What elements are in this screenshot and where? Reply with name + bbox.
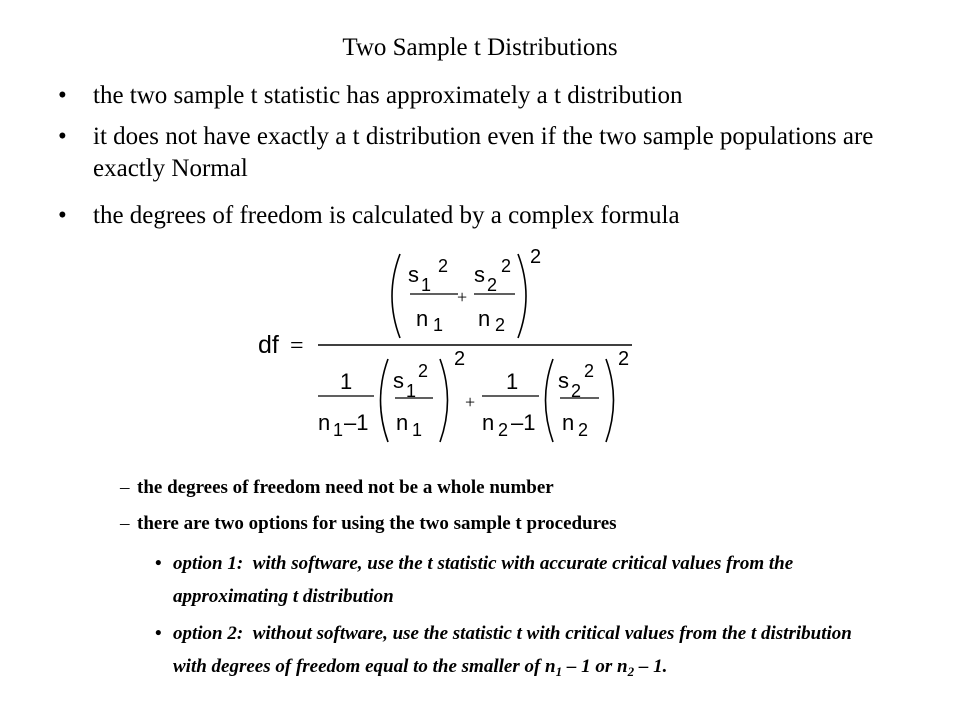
s1-index: 1 [421,275,432,295]
n2-symbol: n [482,410,495,435]
minus-one: –1 [344,410,369,435]
subscript: 1 [555,664,563,679]
bullet-text: the two sample t statistic has approximately a t distribution [93,82,683,109]
s2-symbol: s [558,368,569,393]
n2-index: 2 [498,420,509,440]
n2-symbol: n [478,306,491,331]
bullet-marker: • [58,202,67,229]
numerator-exponent: 2 [530,246,542,268]
bullet-text: it does not have exactly a t distribution even if the two sample populations are exactly Normal [93,123,874,182]
bullet-text: the degrees of freedom is calculated by a complex formula [93,202,680,229]
bullet-marker: • [58,82,67,109]
s2-symbol: s [474,262,485,287]
option-item [155,547,890,613]
plus-sign: + [457,287,468,307]
sub-item-text: there are two options for using the two sample t procedures [137,513,617,534]
n2-index: 2 [578,420,589,440]
s2-index: 2 [571,381,582,401]
bullet-marker: • [155,553,162,574]
dash-marker: – [120,513,130,534]
sub-item [120,476,900,500]
option-text [173,547,890,613]
s1-index: 1 [406,381,417,401]
sub-item-text: the degrees of freedom need not be a whole number [137,477,554,498]
s2-exponent: 2 [584,361,595,381]
option-body: – 1 or n [562,656,628,677]
option-body: – 1. [634,656,668,677]
n1-index: 1 [333,420,344,440]
formula-df-label: df [258,331,279,359]
formula-equals: = [290,333,304,359]
n1-index: 1 [433,315,444,335]
s1-exponent: 2 [418,361,429,381]
plus-sign: + [465,392,476,412]
option-lead: option 2: [173,623,244,644]
left-paren [546,359,554,442]
n1-symbol: n [396,410,409,435]
right-paren [606,359,614,442]
one-numeral: 1 [506,369,519,394]
term2-exponent: 2 [618,348,630,370]
s1-symbol: s [393,368,404,393]
bullet-marker: • [58,123,67,150]
n2-index: 2 [495,315,506,335]
n2-symbol: n [562,410,575,435]
option-body: without software, use the statistic t with critical values from the t distribution with degrees of freedom equal to the smaller of n [173,623,852,677]
one-numeral: 1 [340,369,353,394]
n1-index: 1 [412,420,423,440]
sub-item [120,512,900,536]
n1-symbol: n [416,306,429,331]
left-paren [381,359,389,442]
option-text [173,617,890,683]
s2-index: 2 [487,275,498,295]
numerator-right-paren [518,254,526,338]
option-lead: option 1: [173,553,244,574]
option-item [155,617,890,683]
right-paren [440,359,448,442]
subscript: 2 [627,664,635,679]
s2-exponent: 2 [501,256,512,276]
bullet-marker: • [155,623,162,644]
n1-symbol: n [318,410,331,435]
s1-symbol: s [408,262,419,287]
minus-one: –1 [511,410,536,435]
numerator-left-paren [392,254,400,338]
term1-exponent: 2 [454,348,466,370]
option-body: with software, use the t statistic with accurate critical values from the approximating t distribution [173,553,794,607]
s1-exponent: 2 [438,256,449,276]
slide-title: Two Sample t Distributions [342,34,618,61]
dash-marker: – [120,477,130,498]
